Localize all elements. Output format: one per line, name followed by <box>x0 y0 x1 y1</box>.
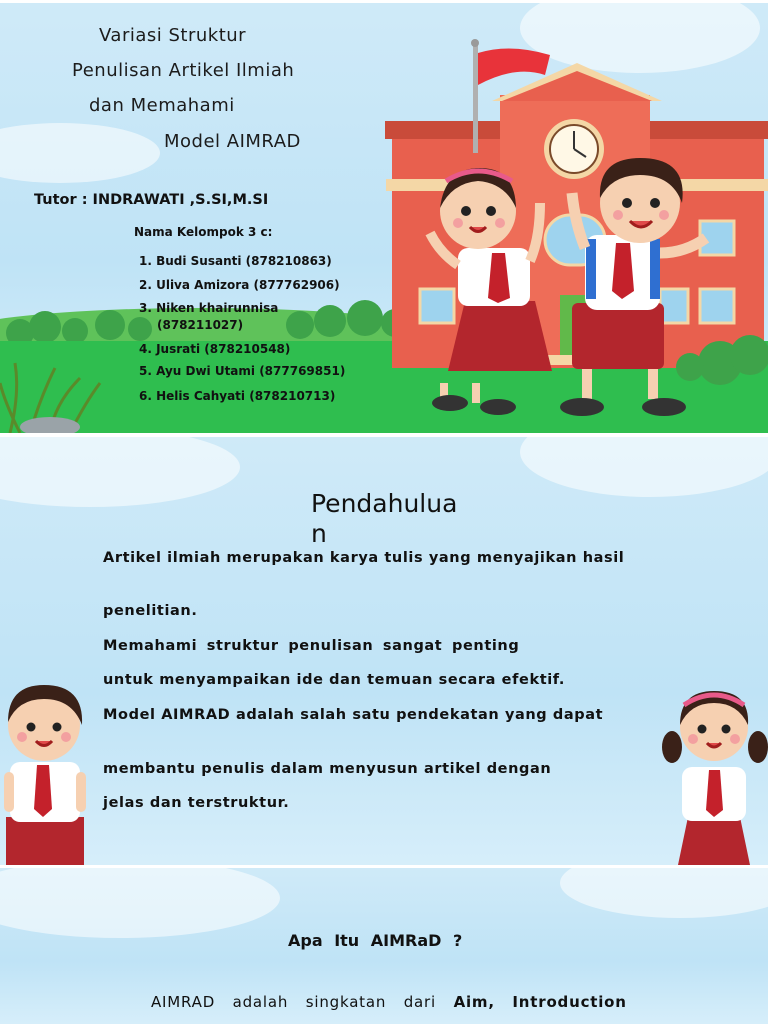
girl-illustration <box>662 685 768 865</box>
cloud <box>0 437 240 507</box>
definition-introduction: Introduction <box>512 993 627 1011</box>
cloud <box>560 868 768 918</box>
member-item: 3. Niken khairunnisa <box>139 301 279 315</box>
paragraph-line: Model AIMRAD adalah salah satu pendekatan yang dapat <box>103 707 604 723</box>
paragraph-line: penelitian. <box>103 603 198 619</box>
paragraph-line: untuk menyampaikan ide dan temuan secara efektif. <box>103 672 566 688</box>
tutor-label: Tutor : INDRAWATI ,S.SI,M.SI <box>34 192 269 208</box>
slide-title <box>0 3 768 433</box>
paragraph-line: membantu penulis dalam menyusun artikel dengan <box>103 761 552 777</box>
title-line-1: Variasi Struktur <box>99 25 247 46</box>
definition-text <box>151 992 661 1012</box>
member-item: 4. Jusrati (878210548) <box>139 342 291 356</box>
title-line-4: Model AIMRAD <box>164 131 301 152</box>
paragraph-line: Artikel ilmiah merupakan karya tulis yang menyajikan hasil <box>103 550 625 566</box>
cloud <box>520 437 768 497</box>
slide-title-apa-itu-aimrad: Apa Itu AIMRaD ? <box>288 931 463 950</box>
member-item: 1. Budi Susanti (878210863) <box>139 254 332 268</box>
title-line-3: dan Memahami <box>89 95 235 116</box>
cloud <box>0 868 280 938</box>
member-item: 2. Uliva Amizora (877762906) <box>139 278 340 292</box>
member-item-continued: (878211027) <box>157 318 244 332</box>
boy-illustration <box>0 677 95 865</box>
member-item: 5. Ayu Dwi Utami (877769851) <box>139 364 346 378</box>
definition-aim: Aim, <box>453 993 495 1011</box>
slide-introduction <box>0 437 768 865</box>
slide-title-pendahuluan: Pendahuluan <box>311 489 458 548</box>
definition-plain: AIMRAD adalah singkatan dari <box>151 993 436 1011</box>
paragraph-line: jelas dan terstruktur. <box>103 795 290 811</box>
member-item: 6. Helis Cahyati (878210713) <box>139 389 336 403</box>
slide-what-is-aimrad <box>0 868 768 1024</box>
paragraph-line: Memahami struktur penulisan sangat penting <box>103 638 520 654</box>
title-line-2: Penulisan Artikel Ilmiah <box>72 60 295 81</box>
group-label: Nama Kelompok 3 c: <box>134 225 273 239</box>
